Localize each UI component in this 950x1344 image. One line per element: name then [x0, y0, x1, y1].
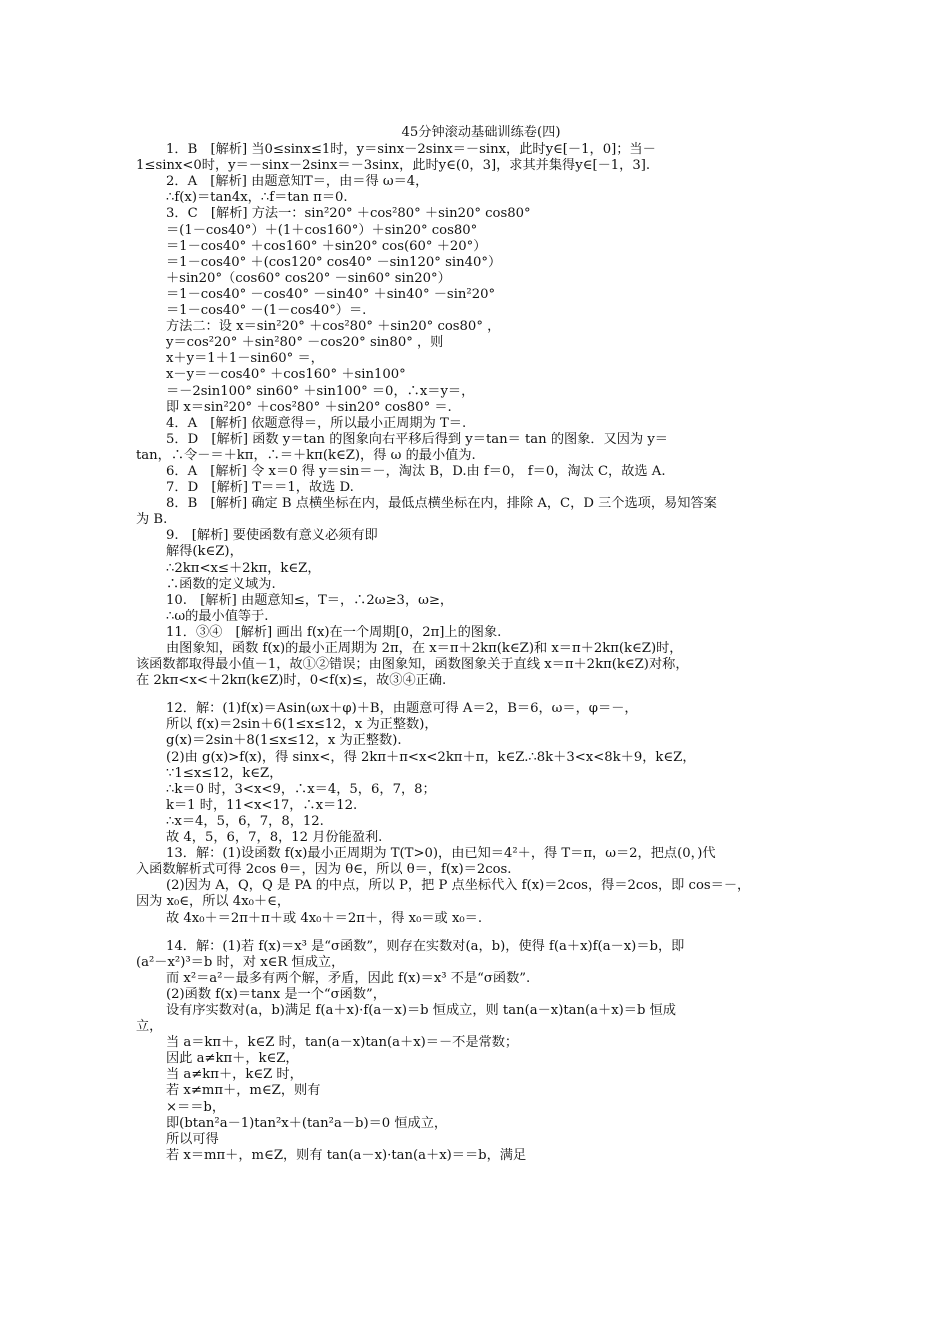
text-line: 7．D [解析] T＝＝1，故选 D. [166, 480, 354, 496]
text-line: ＋sin20°（cos60° cos20° －sin60° sin20°） [166, 270, 451, 286]
paragraph-gap [136, 927, 826, 939]
text-line: 3．C [解析] 方法一：sin²20° ＋cos²80° ＋sin20° cos80° [166, 206, 531, 222]
text-line: k＝1 时，11<x<17，∴x＝12. [166, 797, 358, 813]
text-line: ×＝＝b， [166, 1099, 226, 1115]
text-line: 方法二：设 x＝sin²20° ＋cos²80° ＋sin20° cos80° ， [166, 319, 501, 335]
text-line: (a²－x²)³＝b 时，对 x∈R 恒成立， [136, 954, 345, 970]
text-line: 由图象知，函数 f(x)的最小正周期为 2π，在 x＝π＋2kπ(k∈Z)和 x＝π＋2kπ(k∈Z)时， [166, 641, 683, 656]
text-line: 设有序实数对(a，b)满足 f(a＋x)·f(a－x)＝b 恒成立，则 tan(a－x)tan(a＋x)＝b 恒成 [166, 1002, 676, 1018]
text-line: ∴ω的最小值等于. [166, 608, 269, 624]
text-line: 4．A [解析] 依题意得＝，所以最小正周期为 T＝. [166, 415, 467, 431]
text-line: 因此 a≠kπ＋，k∈Z， [166, 1051, 299, 1067]
text-line: ＝1－cos40° －cos40° －sin40° ＋sin40° －sin²20° [166, 286, 496, 302]
text-line: 而 x²＝a²－最多有两个解，矛盾，因此 f(x)＝x³ 不是“σ函数”. [166, 970, 531, 986]
text-line: 该函数都取得最小值－1，故①②错误；由图象知，函数图象关于直线 x＝π＋2kπ(k∈Z)对称， [136, 657, 689, 673]
paragraph-gap [136, 689, 826, 701]
text-line: 若 x＝mπ＋，m∈Z，则有 tan(a－x)·tan(a＋x)＝＝b，满足 [166, 1147, 527, 1163]
text-line: 若 x≠mπ＋，m∈Z，则有 [166, 1083, 321, 1099]
document-title: 45分钟滚动基础训练卷(四) [401, 125, 561, 140]
text-line: ∴2kπ<x≤＋2kπ，k∈Z， [166, 560, 321, 576]
text-line: 11．③④ [解析] 画出 f(x)在一个周期[0，2π]上的图象. [166, 624, 502, 640]
document-page [136, 125, 826, 1164]
text-line: 1．B [解析] 当0≤sinx≤1时，y＝sinx－2sinx＝－sinx，此时y∈[－1，0]；当－ [166, 142, 656, 158]
text-line: 当 a≠kπ＋，k∈Z 时， [166, 1067, 303, 1083]
text-line: 故 4，5，6，7，8，12 月份能盈利. [166, 830, 383, 846]
text-line: tan，∴令－＝＋kπ，∴＝＋kπ(k∈Z)，得 ω 的最小值为. [136, 447, 476, 463]
text-line: ＝－2sin100° sin60° ＋sin100° ＝0，∴x＝y＝， [166, 383, 475, 399]
text-line: ＝1－cos40° －(1－cos40°）＝. [166, 303, 367, 319]
text-line: 在 2kπ<x<＋2kπ(k∈Z)时，0<f(x)≤，故③④正确. [136, 673, 447, 689]
text-line: 即(btan²a－1)tan²x＋(tan²a－b)＝0 恒成立， [166, 1115, 448, 1131]
text-line: 因为 x₀∈，所以 4x₀＋∈， [136, 894, 291, 910]
text-line: 1≤sinx<0时，y＝－sinx－2sinx＝－3sinx，此时y∈(0，3]，求其并集得y∈[－1，3]. [136, 158, 651, 174]
text-line: y＝cos²20° ＋sin²80° －cos20° sin80° ，则 [166, 335, 444, 351]
text-line: 5．D [解析] 函数 y＝tan 的图象向右平移后得到 y＝tan＝ tan 的图象．又因为 y＝ [166, 431, 668, 447]
text-line: ∴k＝0 时，3<x<9，∴x＝4，5，6，7，8； [166, 781, 436, 797]
text-line: 解得(k∈Z)， [166, 544, 243, 560]
text-line: 所以可得 [166, 1131, 219, 1147]
text-line: 立， [136, 1019, 163, 1035]
text-line: g(x)＝2sin＋8(1≤x≤12，x 为正整数). [166, 733, 402, 749]
text-line: ＝(1－cos40°）＋(1＋cos160°）＋sin20° cos80° [166, 222, 478, 238]
text-line: 6．A [解析] 令 x＝0 得 y＝sin＝－，淘汰 B，D.由 f＝0， f＝0，淘汰 C，故选 A. [166, 463, 666, 479]
text-line: 为 B. [136, 512, 168, 528]
text-line: 13．解：(1)设函数 f(x)最小正周期为 T(T>0)，由已知＝4²＋，得 T＝π，ω＝2，把点(0，)代 [166, 846, 716, 862]
text-line: 8．B [解析] 确定 B 点横坐标在内，最低点横坐标在内，排除 A，C，D 三个选项，易知答案 [166, 496, 717, 512]
text-line: 10. [解析] 由题意知≤，T＝，∴2ω≥3，ω≥， [166, 592, 454, 608]
text-line: ＝1－cos40° ＋(cos120° cos40° －sin120° sin40°） [166, 254, 502, 270]
text-line: ＝1－cos40° ＋cos160° ＋sin20° cos(60° ＋20°） [166, 238, 487, 254]
text-line: 14．解：(1)若 f(x)＝x³ 是“σ函数”，则存在实数对(a，b)，使得 f(a＋x)f(a－x)＝b，即 [166, 938, 685, 954]
text-line: 当 a＝kπ＋，k∈Z 时，tan(a－x)tan(a＋x)＝－不是常数； [166, 1035, 519, 1051]
text-line: 2．A [解析] 由题意知T＝，由＝得 ω＝4， [166, 174, 429, 190]
text-line: (2)由 g(x)>f(x)，得 sinx<，得 2kπ＋π<x<2kπ＋π，k∈Z.∴8k＋3<x<8k＋9，k∈Z， [166, 749, 696, 765]
text-line: 所以 f(x)＝2sin＋6(1≤x≤12，x 为正整数)， [166, 717, 438, 733]
text-line: 入函数解析式可得 2cos θ＝，因为 θ∈，所以 θ＝，f(x)＝2cos. [136, 862, 512, 878]
text-line: ∴x＝4，5，6，7，8，12. [166, 813, 324, 829]
text-line: x＋y＝1＋1－sin60° ＝， [166, 351, 324, 367]
text-line: ∴f(x)＝tan4x，∴f＝tan π＝0. [166, 190, 348, 206]
text-line: ∵1≤x≤12，k∈Z， [166, 765, 283, 781]
text-line: x－y＝－cos40° ＋cos160° ＋sin100° [166, 367, 406, 383]
text-line: 12．解：(1)f(x)＝Asin(ωx＋φ)＋B，由题意可得 A＝2，B＝6，ω＝，φ＝－， [166, 701, 638, 717]
text-line: (2)函数 f(x)＝tanx 是一个“σ函数”， [166, 986, 386, 1002]
text-line: ∴函数的定义域为. [166, 576, 276, 592]
text-line: (2)因为 A，Q，Q 是 PA 的中点，所以 P，把 P 点坐标代入 f(x)＝2cos，得＝2cos，即 cos＝－， [166, 878, 751, 894]
document-body [136, 142, 826, 1164]
text-line: 9. [解析] 要使函数有意义必须有即 [166, 528, 378, 544]
text-line: 故 4x₀＋＝2π＋π＋或 4x₀＋＝2π＋，得 x₀＝或 x₀＝. [166, 910, 483, 926]
text-line: 即 x＝sin²20° ＋cos²80° ＋sin20° cos80° ＝. [166, 399, 452, 415]
